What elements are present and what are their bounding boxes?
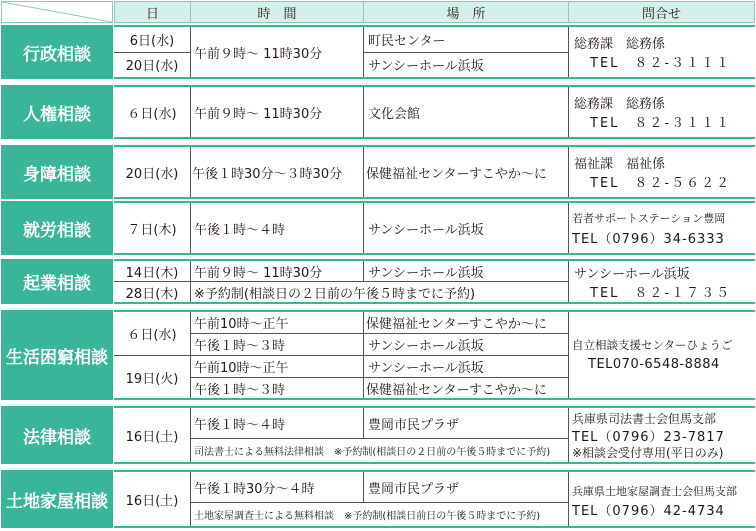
contact-tel: TEL（0796）34-6333 (572, 231, 725, 246)
reservation-note: 土地家屋調査士による無料相談 ※予約制(相談日前日の午後５時までに予約) (194, 511, 541, 522)
date-cell: 14日(木) (125, 265, 179, 281)
contact-tel: TEL070-6548-8884 (588, 356, 720, 372)
time-cell: 午後１時～３時 (194, 339, 286, 354)
header-contact: 問合せ (568, 1, 755, 23)
time-cell: 午後１時30分～４時 (194, 481, 315, 497)
contact-tel: TEL ８２-５６２２ (590, 175, 732, 190)
category-jinken: 人権相談 (1, 85, 113, 139)
category-horitsu: 法律相談 (1, 406, 113, 464)
date-cell: ６日(水) (127, 106, 177, 122)
date-cell: 20日(水) (125, 166, 179, 182)
header-time: 時 間 (190, 1, 364, 23)
place-cell: 保健福祉センターすこやか～に (366, 317, 547, 332)
contact-dept: 若者サポートステーション豊岡 (572, 212, 726, 225)
row-horitsu (114, 406, 755, 464)
contact-tel: TEL ８２-１７３５ (590, 285, 732, 300)
time-cell: 午前10時～正午 (194, 317, 289, 332)
time-cell: 午前10時～正午 (194, 361, 289, 376)
row-kigyo (114, 259, 755, 304)
row-shinsho (114, 145, 755, 199)
row-tochi (114, 470, 755, 528)
row-seikatsu (114, 310, 755, 400)
date-cell: 16日(土) (125, 493, 179, 509)
time-cell: 午前９時～ 11時30分 (194, 265, 323, 281)
contact-dept: 福祉課 福祉係 (574, 156, 666, 171)
time-cell: 午後１時～４時 (194, 222, 286, 238)
header-date: 日 (114, 1, 191, 23)
row-shuro (114, 201, 755, 255)
contact-tel: TEL ８２-３１１１ (590, 55, 732, 70)
contact-dept: 総務課 総務係 (574, 36, 666, 51)
category-kigyo: 起業相談 (1, 259, 113, 304)
category-tochi: 土地家屋相談 (1, 470, 113, 528)
category-gyosei: 行政相談 (1, 25, 113, 79)
date-cell: 20日(水) (125, 59, 179, 74)
contact-tel: TEL ８２-３１１１ (590, 115, 732, 130)
date-cell: 28日(木) (125, 286, 179, 302)
contact-dept: 自立相談支援センターひょうご (572, 338, 733, 352)
contact-tel: TEL（0796）42-4734 (572, 504, 725, 518)
place-cell: サンシーホール浜坂 (368, 59, 484, 74)
place-cell: 豊岡市民プラザ (368, 481, 460, 497)
place-cell: サンシーホール浜坂 (368, 265, 484, 281)
reservation-note: ※予約制(相談日の２日前の午後５時までに予約) (194, 286, 476, 302)
reservation-note: 司法書士による無料法律相談 ※予約制(相談日の２日前の午後５時までに予約) (194, 447, 551, 458)
date-cell: ７日(木) (127, 222, 177, 238)
contact-dept: サンシーホール浜坂 (574, 266, 690, 281)
time-cell: 午後１時～４時 (194, 417, 286, 433)
row-gyosei (114, 25, 755, 79)
row-jinken (114, 85, 755, 139)
header-place: 場 所 (363, 1, 569, 23)
place-cell: サンシーホール浜坂 (368, 222, 484, 238)
place-cell: サンシーホール浜坂 (368, 361, 484, 376)
time-cell: 午前９時～ 11時30分 (194, 46, 323, 62)
header-corner (1, 1, 113, 23)
time-cell: 午後１時～３時 (194, 383, 286, 398)
contact-tel: TEL（0796）23-7817 (572, 430, 725, 444)
category-shuro: 就労相談 (1, 201, 113, 255)
time-cell: 午前９時～ 11時30分 (194, 106, 323, 122)
contact-dept: 兵庫県土地家屋調査士会但馬支部 (572, 484, 737, 498)
category-shinsho: 身障相談 (1, 145, 113, 199)
place-cell: 豊岡市民プラザ (368, 417, 460, 433)
contact-dept: 兵庫県司法書士会但馬支部 (572, 412, 717, 426)
category-seikatsu: 生活困窮相談 (1, 310, 113, 400)
place-cell: サンシーホール浜坂 (368, 339, 484, 354)
contact-dept: 総務課 総務係 (574, 96, 666, 111)
date-cell: 6日(水) (129, 34, 175, 49)
place-cell: 文化会館 (368, 106, 421, 122)
time-cell: 午後１時30分～３時30分 (192, 166, 343, 182)
date-cell: 19日(火) (125, 371, 179, 387)
place-cell: 保健福祉センターすこやか～に (366, 166, 547, 182)
date-cell: 16日(土) (125, 429, 179, 445)
place-cell: 町民センター (368, 34, 446, 49)
place-cell: 保健福祉センターすこやか～に (366, 383, 547, 398)
contact-note: ※相談会受付専用(平日のみ) (572, 446, 724, 460)
date-cell: ６日(水) (127, 328, 177, 343)
